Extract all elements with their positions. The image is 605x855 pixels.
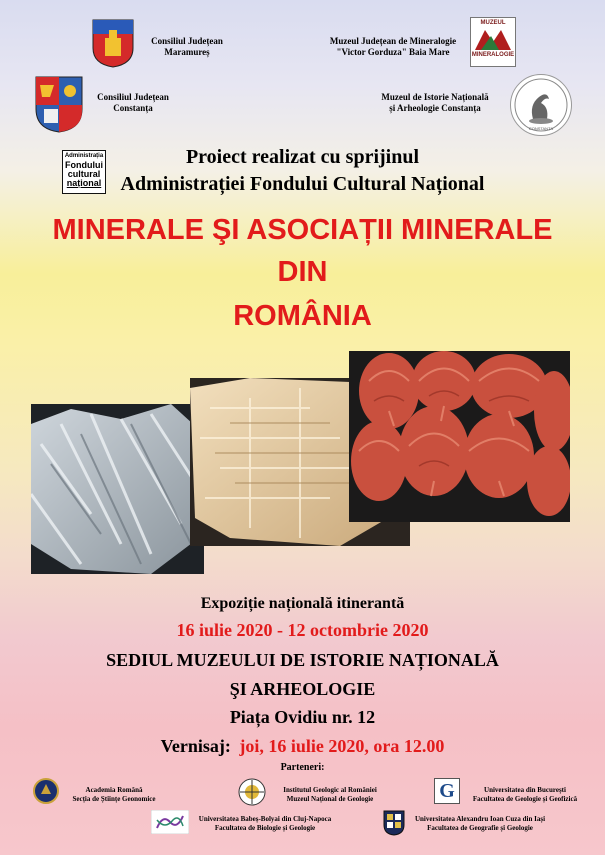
cj-maramures-line1: Consiliul Județean (151, 36, 223, 46)
muzeu-istorie-line1: Muzeul de Istorie Națională (381, 92, 489, 102)
cj-constanta-line1: Consiliul Județean (97, 92, 169, 102)
muzeu-mineralogie-text (318, 36, 468, 58)
partner-uaic: Universitatea Alexandru Ioan Cuza din Iași Facultatea de Geografie și Geologie (414, 815, 546, 832)
partner-ubb: Universitatea Babeș-Bolyai din Cluj-Napoca Facultatea de Biologie și Geologie (198, 815, 332, 832)
muzeu-istorie-text (360, 92, 510, 114)
venue-address: Piața Ovidiu nr. 12 (229, 707, 376, 727)
partners-heading: Parteneri: (280, 762, 325, 773)
cj-constanta-line2: Constanța (113, 103, 153, 113)
universitatea-bucuresti-logo-icon: G (434, 778, 460, 804)
vernisaj-value: joi, 16 iulie 2020, ora 12.00 (239, 736, 445, 756)
title-line2: DIN (277, 256, 328, 288)
partner-universitatea-bucuresti: Universitatea din București Facultatea de Geologie și Geofizică (472, 786, 578, 803)
venue-line2: ŞI ARHEOLOGIE (229, 679, 376, 699)
mineral-photo-left (31, 404, 204, 574)
event-dates: 16 iulie 2020 - 12 octombrie 2020 (176, 620, 429, 640)
muzeu-mineralogie-logo-icon: MUZEUL MINERALOGIE (470, 17, 516, 67)
title-line3: ROMÂNIA (233, 300, 372, 332)
vernisaj-line (0, 736, 605, 757)
venue-line1: SEDIUL MUZEULUI DE ISTORIE NAȚIONALĂ (106, 650, 499, 670)
muzeu-mineralogie-line1: Muzeul Județean de Mineralogie (329, 36, 457, 46)
muzeu-istorie-line2: și Arheologie Constanța (389, 103, 481, 113)
institutul-geologic-logo-icon (238, 778, 266, 806)
partner-academia: Academia Română Secția de Științe Geonomice (72, 786, 156, 803)
project-line1: Proiect realizat cu sprijinul (185, 146, 420, 168)
project-line2: Administrației Fondului Cultural Național (120, 173, 485, 195)
afcn-logo-icon: Administrația Fondului cultural național (62, 150, 106, 194)
partner-institutul-geologic: Institutul Geologic al României Muzeul Național de Geologie (283, 786, 377, 803)
muzeu-mineralogie-line2: "Victor Gorduza" Baia Mare (336, 47, 450, 57)
muzeu-istorie-logo-icon: CONSTANȚA (510, 74, 572, 136)
vernisaj-label: Vernisaj: (160, 736, 231, 756)
maramures-crest-icon (91, 18, 135, 68)
mineral-photo-right (349, 351, 570, 522)
cj-maramures-text (132, 36, 242, 58)
title-line1: MINERALE ŞI ASOCIAȚII MINERALE (52, 214, 553, 246)
cj-constanta-text (78, 92, 188, 114)
constanta-crest-icon (34, 75, 84, 133)
ubb-logo-icon (151, 810, 189, 834)
uaic-logo-icon (383, 810, 405, 836)
cj-maramures-line2: Maramureș (164, 47, 210, 57)
event-type: Expoziție națională itinerantă (200, 595, 405, 612)
